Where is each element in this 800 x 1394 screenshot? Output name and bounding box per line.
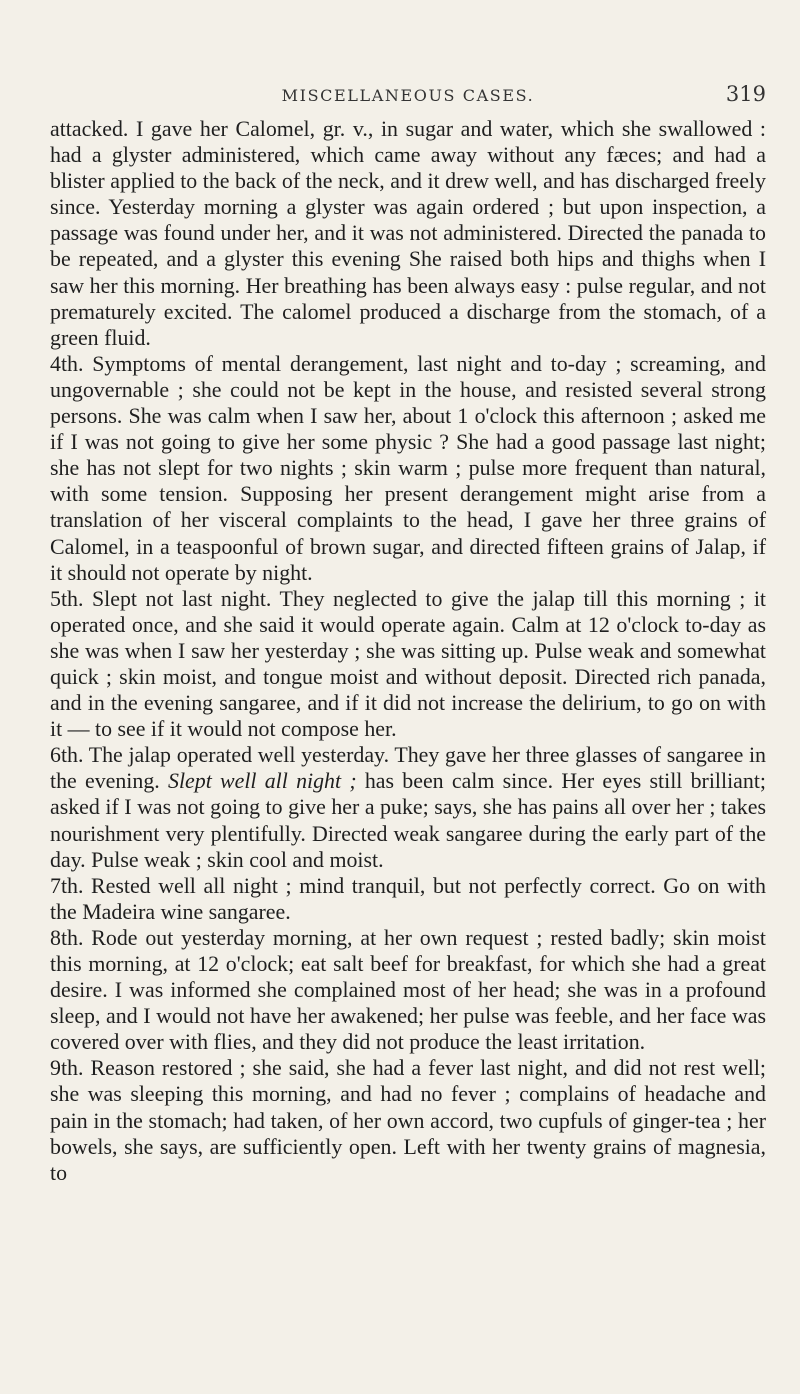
paragraph-continuation: attacked. I gave her Calomel, gr. v., in sugar and water, which she swallowed : had a glyster administered, which came away without any fæces; and had a blister applied to the back of the neck, and it drew well, and has discharged freely since. Yesterday morning a glyster was again ordered ; but upon inspection, a passage was found under her, and it was not administered. Directed the panada to be repeated, and a glyster this evening She raised both hips and thighs when I saw her this morning. Her breathing has been always easy : pulse regular, and not prematurely excited. The calomel produced a discharge from the stomach, of a green fluid. (50, 116, 766, 350)
paragraph-6th-before: 6th. The jalap operated well yesterday. They gave her three glasses of sangaree in the evening. (50, 742, 766, 794)
paragraph-7th: 7th. Rested well all night ; mind tranquil, but not perfectly correct. Go on with the Madeira wine sangaree. (50, 872, 766, 924)
running-title: MISCELLANEOUS CASES. (281, 86, 535, 105)
page-header (50, 82, 766, 116)
paragraph-8th: 8th. Rode out yesterday morning, at her own request ; rested badly; skin moist this morning, at 12 o'clock; eat salt beef for breakfast, for which she had a great desire. I was informed she complained most of her head; she was in a profound sleep, and I would not have her awakened; her pulse was feeble, and her face was covered over with flies, and they did not produce the least irritation. (50, 924, 766, 1055)
paragraph-6th-after: has been calm since. Her eyes still brilliant; asked if I was not going to give her a puke; says, she has pains all over her ; takes nourishment very plentifully. Directed weak sangaree during the early part of the day. Pulse weak ; skin cool and moist. (50, 768, 766, 872)
body-text (50, 116, 766, 1186)
paragraph-6th (50, 742, 766, 872)
paragraph-4th: 4th. Symptoms of mental derangement, last night and to-day ; screaming, and ungovernable ; she could not be kept in the house, and resisted several strong persons. She was calm when I saw her, about 1 o'clock this afternoon ; asked me if I was not going to give her some physic ? She had a good passage last night; she has not slept for two nights ; skin warm ; pulse more frequent than natural, with some tension. Supposing her present derangement might arise from a translation of her visceral complaints to the head, I gave her three grains of Calomel, in a teaspoonful of brown sugar, and directed fifteen grains of Jalap, if it should not operate by night. (50, 350, 766, 585)
paragraph-5th: 5th. Slept not last night. They neglected to give the jalap till this morning ; it operated once, and she said it would operate again. Calm at 12 o'clock to-day as she was when I saw her yesterday ; she was sitting up. Pulse weak and somewhat quick ; skin moist, and tongue moist and without deposit. Directed rich panada, and in the evening sangaree, and if it did not increase the delirium, to go on with it — to see if it would not compose her. (50, 585, 766, 742)
paragraph-9th: 9th. Reason restored ; she said, she had a fever last night, and did not rest well; she was sleeping this morning, and had no fever ; complains of headache and pain in the stomach; had taken, of her own accord, two cupfuls of ginger-tea ; her bowels, she says, are sufficiently open. Left with her twenty grains of magnesia, to (50, 1055, 766, 1185)
paragraph-6th-italic: Slept well all night ; (168, 768, 357, 794)
page-number: 319 (725, 82, 766, 106)
